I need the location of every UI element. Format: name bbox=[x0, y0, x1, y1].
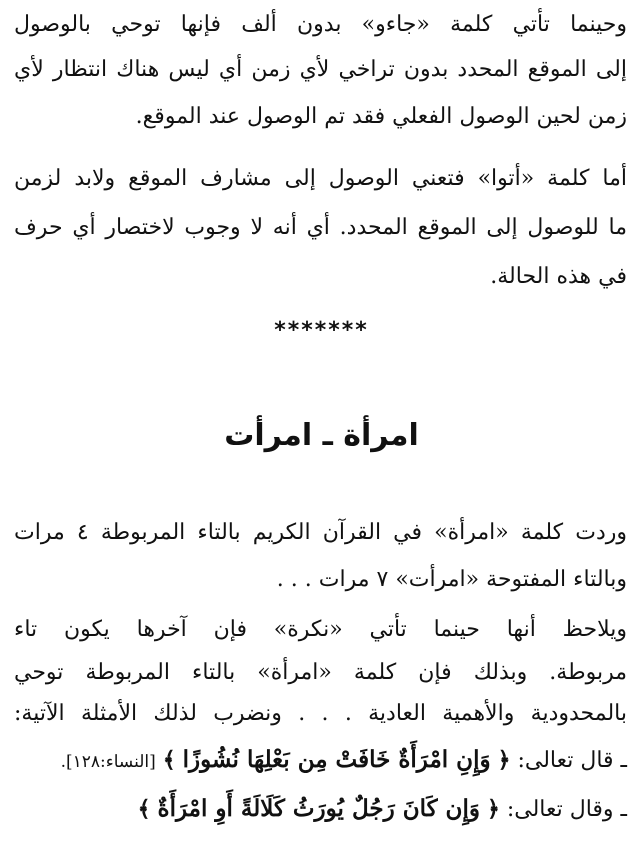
example-prefix: ـ وقال تعالى: bbox=[506, 797, 627, 822]
text-line: ما للوصول إلى الموقع المحدد. أي أنه لا وجوب لاختصار أي حرف bbox=[14, 215, 627, 240]
ornate-bracket-close: ﴾ bbox=[162, 747, 176, 773]
ornate-bracket-open: ﴿ bbox=[486, 796, 500, 822]
quran-example-1 bbox=[14, 745, 627, 777]
section-separator: ******* bbox=[274, 318, 369, 343]
text-line: وحينما تأتي كلمة «جاءو» بدون ألف فإنها توحي بالوصول bbox=[14, 12, 627, 37]
example-prefix: ـ قال تعالى: bbox=[517, 748, 627, 773]
quran-verse: وَإِنِ امْرَأَةٌ خَافَتْ مِن بَعْلِهَا نُشُوزًا bbox=[182, 746, 491, 773]
text-line: مربوطة. وبذلك فإن كلمة «امرأة» بالتاء المربوطة توحي bbox=[14, 660, 627, 685]
text-line: ويلاحظ أنها حينما تأتي «نكرة» فإن آخرها يكون تاء bbox=[14, 617, 627, 642]
section-heading: امرأة ـ امرأت bbox=[224, 418, 419, 453]
ornate-bracket-open: ﴿ bbox=[497, 747, 511, 773]
text-line: بالمحدودية والأهمية العادية . . . ونضرب لذلك الأمثلة الآتية: bbox=[14, 701, 627, 726]
verse-reference: [النساء:١٢٨]. bbox=[60, 752, 156, 772]
ornate-bracket-close: ﴾ bbox=[137, 796, 151, 822]
text-line: زمن لحين الوصول الفعلي فقد تم الوصول عند الموقع. bbox=[135, 104, 627, 129]
text-line: إلى الموقع المحدد بدون تراخي لأي زمن أي ليس هناك انتظار لأي bbox=[14, 57, 627, 82]
text-line: أما كلمة «أتوا» فتعني الوصول إلى مشارف الموقع ولابد لزمن bbox=[14, 166, 627, 191]
text-line: في هذه الحالة. bbox=[490, 264, 627, 289]
text-line: وبالتاء المفتوحة «امرأت» ٧ مرات . . . bbox=[276, 567, 627, 592]
text-line: وردت كلمة «امرأة» في القرآن الكريم بالتاء المربوطة ٤ مرات bbox=[14, 520, 627, 545]
quran-example-2 bbox=[14, 794, 627, 825]
quran-verse: وَإِن كَانَ رَجُلٌ يُورَثُ كَلَالَةً أَوِ امْرَأَةٌ bbox=[157, 795, 480, 822]
